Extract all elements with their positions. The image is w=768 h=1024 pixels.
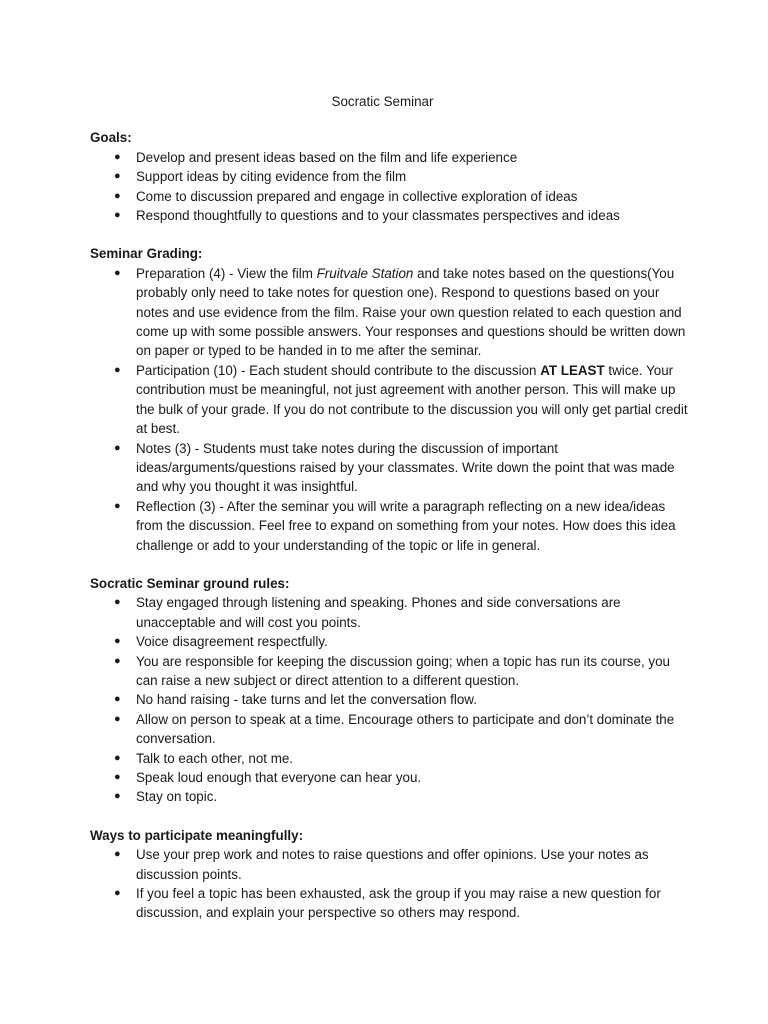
bullet-text bbox=[136, 208, 620, 223]
text-run: Reflection (3) - After the seminar you will write a paragraph reflecting on a new idea/ideas from the discussion. Feel free to expand on something from your notes. How does this idea challenge or add to your understanding of the topic or life in general. bbox=[136, 498, 676, 553]
bullet-icon: ● bbox=[114, 266, 121, 279]
text-run: Stay engaged through listening and speaking. Phones and side conversations are unacceptable and will cost you points. bbox=[136, 595, 621, 630]
bullet-icon: ● bbox=[114, 790, 121, 803]
text-run: Notes (3) - Students must take notes during the discussion of important ideas/arguments/questions raised by your classmates. Write down the point that was made and why you thought it was insightful. bbox=[136, 440, 675, 495]
bullet-item bbox=[90, 361, 690, 439]
text-run: Allow on person to speak at a time. Encourage others to participate and don’t dominate the conversation. bbox=[136, 711, 675, 747]
text-run: AT LEAST bbox=[540, 362, 605, 378]
text-run: Talk to each other, not me. bbox=[136, 750, 294, 766]
bullet-icon: ● bbox=[114, 771, 121, 783]
bullet-text bbox=[136, 886, 661, 920]
bullet-item bbox=[90, 787, 690, 806]
section bbox=[90, 244, 690, 555]
bullet-icon: ● bbox=[114, 499, 121, 512]
text-run: Use your prep work and notes to raise questions and offer opinions. Use your notes as discussion points. bbox=[136, 847, 649, 882]
bullet-icon: ● bbox=[114, 189, 121, 202]
text-run: No hand raising - take turns and let the conversation flow. bbox=[136, 692, 477, 708]
section-heading: Goals: bbox=[90, 130, 132, 146]
text-run: Voice disagreement respectfully. bbox=[136, 634, 328, 650]
text-run: Respond thoughtfully to questions and to your classmates perspectives and ideas bbox=[136, 208, 620, 224]
bullet-icon: ● bbox=[114, 751, 121, 764]
bullet-item bbox=[90, 148, 690, 167]
bullet-text bbox=[136, 150, 517, 165]
bullet-icon: ● bbox=[114, 712, 121, 725]
section-heading: Socratic Seminar ground rules: bbox=[90, 575, 290, 591]
bullet-icon: ● bbox=[114, 596, 121, 609]
section bbox=[90, 128, 690, 225]
document-title: Socratic Seminar bbox=[331, 94, 434, 109]
bullet-item bbox=[90, 593, 690, 632]
bullet-text bbox=[136, 789, 217, 804]
bullet-text bbox=[136, 770, 421, 785]
bullet-text bbox=[136, 266, 685, 359]
bullet-text bbox=[136, 751, 293, 766]
text-run: Support ideas by citing evidence from the film bbox=[136, 169, 407, 185]
text-run: twice. Your contribution must be meaningful, not just agreement with another person. This will make up the bulk of your grade. If you do not contribute to the discussion you will only get partial credit at best. bbox=[136, 362, 688, 437]
bullet-text bbox=[136, 634, 328, 649]
text-run: and take notes based on the questions(You probably only need to take notes for question one). Respond to questions based on your notes and use evidence from the film. Raise your own question related to each question and come up with some possible answers. Your responses and questions should be written down on paper or typed to be handed in to me after the seminar. bbox=[136, 265, 686, 359]
bullet-text bbox=[136, 654, 670, 688]
bullet-item bbox=[90, 845, 690, 884]
bullet-icon: ● bbox=[114, 654, 121, 667]
bullet-text bbox=[136, 499, 676, 553]
bullet-text bbox=[136, 692, 477, 707]
bullet-item bbox=[90, 206, 690, 225]
section-heading: Seminar Grading: bbox=[90, 246, 203, 262]
bullet-icon: ● bbox=[114, 848, 121, 861]
bullet-text bbox=[136, 189, 577, 204]
bullet-icon: ● bbox=[114, 441, 121, 454]
section bbox=[90, 574, 690, 807]
bullet-text bbox=[136, 441, 675, 495]
bullet-item bbox=[90, 749, 690, 768]
bullet-icon: ● bbox=[114, 170, 121, 183]
text-run: Speak loud enough that everyone can hear you. bbox=[136, 770, 422, 785]
bullet-item bbox=[90, 497, 690, 555]
bullet-item bbox=[90, 884, 690, 923]
bullet-item bbox=[90, 632, 690, 651]
bullet-item bbox=[90, 652, 690, 691]
bullet-text bbox=[136, 847, 649, 881]
document-body bbox=[90, 128, 690, 922]
bullet-icon: ● bbox=[114, 693, 121, 706]
text-run: Come to discussion prepared and engage in collective exploration of ideas bbox=[136, 188, 578, 204]
bullet-text bbox=[136, 363, 688, 436]
text-run: Stay on topic. bbox=[136, 789, 218, 805]
bullet-icon: ● bbox=[114, 150, 121, 163]
bullet-item bbox=[90, 710, 690, 749]
bullet-item bbox=[90, 167, 690, 186]
text-run: If you feel a topic has been exhausted, ask the group if you may raise a new question for discussion, and explain your perspective so others may respond. bbox=[136, 886, 661, 921]
text-run: Preparation (4) - View the film bbox=[136, 265, 317, 281]
bullet-icon: ● bbox=[114, 209, 121, 222]
bullet-item bbox=[90, 187, 690, 206]
bullet-list bbox=[90, 593, 690, 806]
bullet-list bbox=[90, 264, 690, 555]
bullet-icon: ● bbox=[114, 887, 121, 900]
text-run: Develop and present ideas based on the film and life experience bbox=[136, 149, 518, 165]
document-page bbox=[90, 92, 690, 942]
bullet-icon: ● bbox=[114, 363, 121, 376]
bullet-text bbox=[136, 595, 621, 629]
text-run: Participation (10) - Each student should contribute to the discussion bbox=[136, 362, 541, 378]
section-heading: Ways to participate meaningfully: bbox=[90, 827, 304, 843]
bullet-item bbox=[90, 264, 690, 361]
bullet-item bbox=[90, 690, 690, 709]
bullet-text bbox=[136, 169, 406, 184]
bullet-list bbox=[90, 148, 690, 226]
bullet-icon: ● bbox=[114, 635, 121, 648]
text-run: Fruitvale Station bbox=[316, 265, 414, 281]
bullet-item bbox=[90, 439, 690, 497]
section bbox=[90, 826, 690, 923]
bullet-item bbox=[90, 768, 690, 787]
bullet-text bbox=[136, 712, 674, 746]
text-run: You are responsible for keeping the discussion going; when a topic has run its course, you can raise a new subject or direct attention to a different question. bbox=[136, 653, 670, 688]
bullet-list bbox=[90, 845, 690, 923]
